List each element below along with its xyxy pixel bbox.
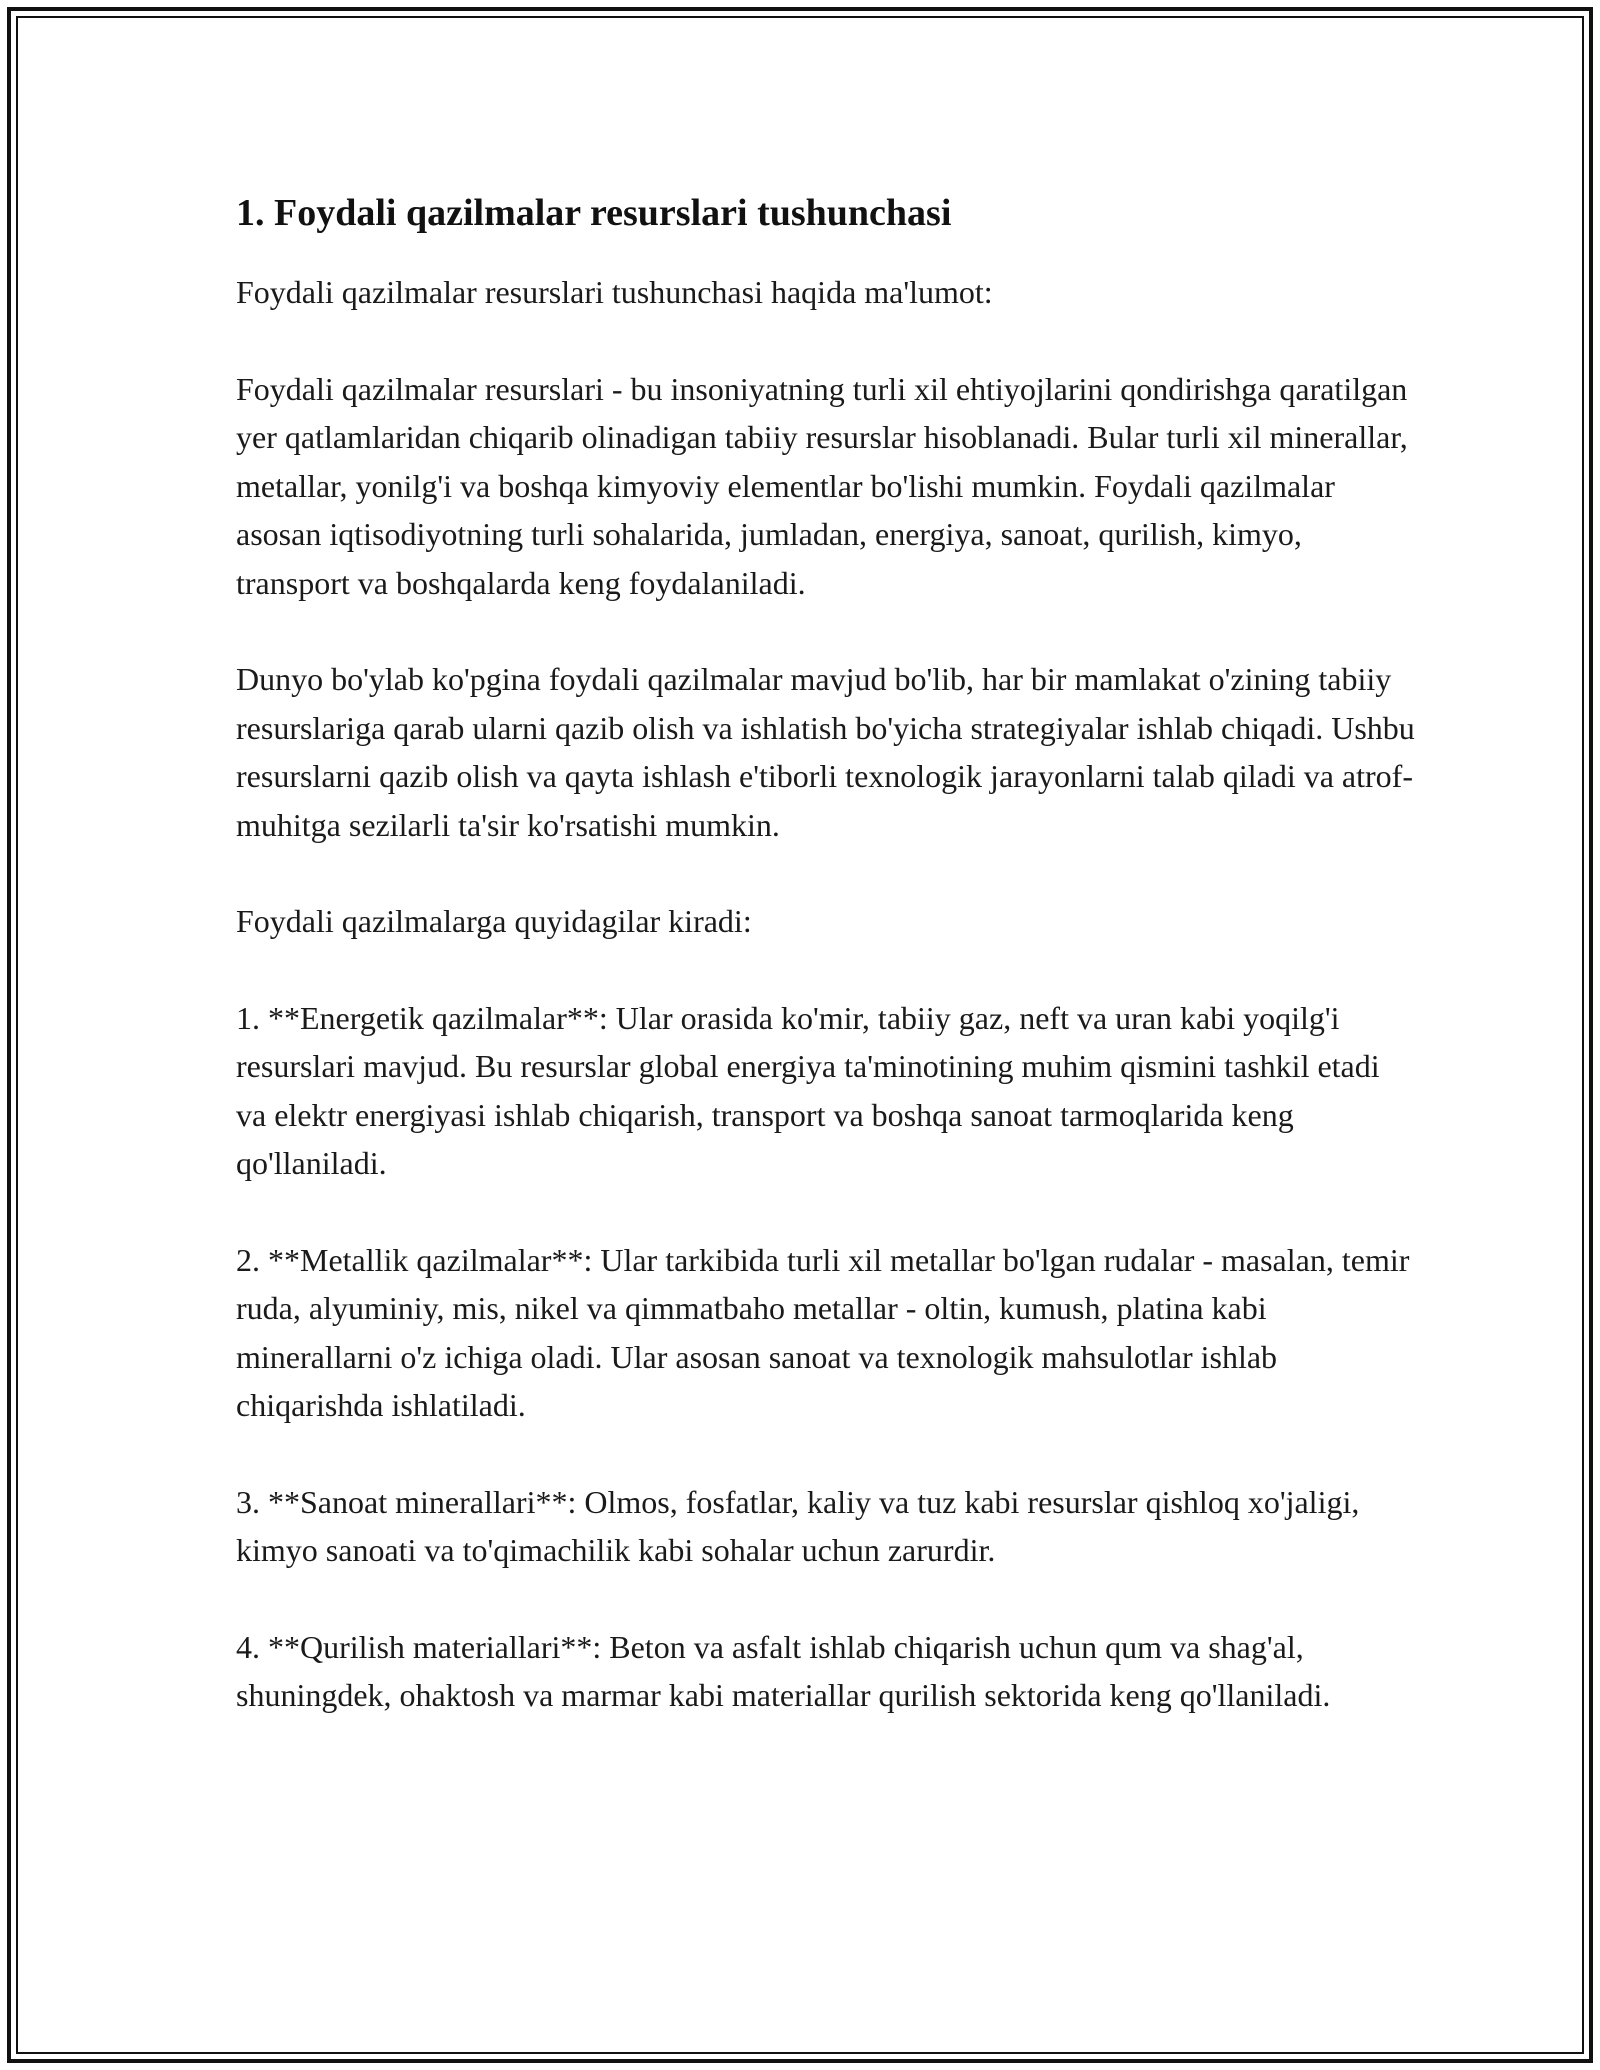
global-paragraph: Dunyo bo'ylab ko'pgina foydali qazilmalar mavjud bo'lib, har bir mamlakat o'zining tabiiy resurslariga qarab ularni qazib olish va ishlatish bo'yicha strategiyalar ishlab chiqadi. Ushbu resurslarni qazib olish va qayta ishlash e'tiborli texnologik jarayonlarni talab qiladi va atrof-muhitga sezilarli ta'sir ko'rsatishi mumkin. — [236, 661, 1415, 843]
list-item-energetik: 1. **Energetik qazilmalar**: Ular orasida ko'mir, tabiiy gaz, neft va uran kabi yoqilg'i resurslari mavjud. Bu resurslar global energiya ta'minotining muhim qismini tashkil etadi va elektr energiyasi ishlab chiqarish, transport va boshqa sanoat tarmoqlarida keng qo'llaniladi. — [236, 999, 1380, 1181]
list-intro-paragraph: Foydali qazilmalarga quyidagilar kiradi: — [236, 903, 752, 939]
document-heading: 1. Foydali qazilmalar resurslari tushunchasi — [236, 192, 952, 234]
list-item-sanoat: 3. **Sanoat minerallari**: Olmos, fosfatlar, kaliy va tuz kabi resurslar qishloq xo'jaligi, kimyo sanoati va to'qimachilik kabi sohalar uchun zarurdir. — [236, 1483, 1360, 1568]
list-item-metallik: 2. **Metallik qazilmalar**: Ular tarkibida turli xil metallar bo'lgan rudalar - masalan, temir ruda, alyuminiy, mis, nikel va qimmatbaho metallar - oltin, kumush, platina kabi minerallarni o'z ichiga oladi. Ular asosan sanoat va texnologik mahsulotlar ishlab chiqarishda ishlatiladi. — [236, 1241, 1410, 1423]
intro-paragraph: Foydali qazilmalar resurslari tushunchasi haqida ma'lumot: — [236, 274, 993, 310]
definition-paragraph: Foydali qazilmalar resurslari - bu insoniyatning turli xil ehtiyojlarini qondirishga qaratilgan yer qatlamlaridan chiqarib olinadigan tabiiy resurslar hisoblanadi. Bular turli xil minerallar, metallar, yonilg'i va boshqa kimyoviy elementlar bo'lishi mumkin. Foydali qazilmalar asosan iqtisodiyotning turli sohalarida, jumladan, energiya, sanoat, qurilish, kimyo, transport va boshqalarda keng foydalaniladi. — [236, 370, 1408, 601]
list-item-qurilish: 4. **Qurilish materiallari**: Beton va asfalt ishlab chiqarish uchun qum va shag'al, shuningdek, ohaktosh va marmar kabi materiallar qurilish sektorida keng qo'llaniladi. — [236, 1628, 1331, 1713]
document-body — [236, 188, 1416, 1768]
